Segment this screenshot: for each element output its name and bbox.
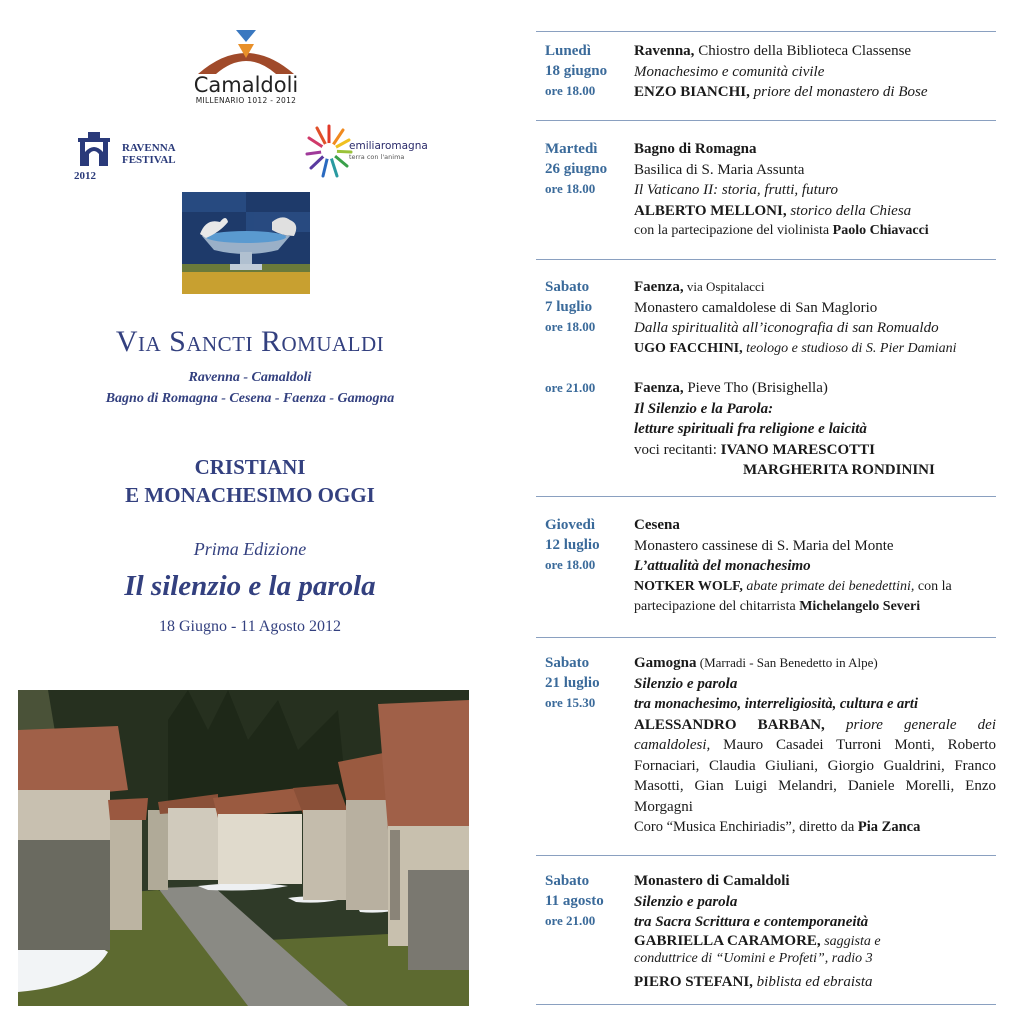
subtitle-cities-1: Ravenna - Camaldoli: [188, 370, 312, 385]
event-date: [545, 871, 630, 931]
event-place: Gamogna: [634, 655, 697, 671]
event-speaker-role: storico della Chiesa: [786, 202, 912, 219]
event-extra: con la partecipazione del violinista: [634, 223, 833, 238]
ravenna-line1: RAVENNA: [122, 142, 176, 154]
event-place: Ravenna,: [634, 43, 695, 59]
event-date: [545, 277, 630, 337]
event-speaker-role-2: conduttrice di “Uomini e Profeti”, radio 3: [634, 950, 873, 966]
theme-heading-line2: E MONACHESIMO OGGI: [125, 483, 375, 507]
divider: [536, 259, 996, 260]
event-theme-subtitle: tra monachesimo, interreligiosità, cultura e arti: [634, 696, 918, 712]
event-theme: L’attualità del monachesimo: [634, 558, 811, 574]
event-weekday: Sabato: [545, 279, 590, 295]
event-extra: partecipazione del chitarrista: [634, 599, 800, 614]
event-details: [634, 653, 996, 838]
event-venue: Chiostro della Biblioteca Classense: [694, 43, 912, 59]
emilia-name: emiliaromagna: [349, 140, 428, 152]
theme-heading: [0, 453, 500, 509]
arch-icon: [76, 132, 112, 168]
event-conductor: Pia Zanca: [857, 819, 921, 835]
event-venue: Pieve Tho (Brisighella): [683, 380, 828, 396]
event-speaker-suffix: con la: [914, 578, 952, 594]
event-address: via Ospitalacci: [683, 279, 765, 294]
main-title: Via Sancti Romualdi: [115, 325, 385, 358]
event-voice-1: IVANO MARESCOTTI: [720, 441, 875, 458]
event-theme: Dalla spiritualità all’iconografia di san Romualdo: [634, 320, 939, 336]
event-voices-label: voci recitanti:: [634, 441, 721, 458]
divider: [536, 120, 996, 121]
event-musician: Paolo Chiavacci: [832, 223, 929, 238]
event-speaker-role: priore del monastero di Bose: [749, 84, 928, 100]
event-speaker: ALBERTO MELLONI,: [634, 202, 787, 219]
camaldoli-name: Camaldoli: [193, 73, 299, 97]
event-speaker: GABRIELLA CARAMORE,: [634, 932, 821, 949]
event-date: [545, 515, 630, 575]
event-weekday: Sabato: [545, 873, 590, 889]
edition-label: Prima Edizione: [193, 539, 307, 559]
event-weekday: Giovedì: [545, 517, 596, 533]
event-speaker: ALESSANDRO BARBAN,: [634, 716, 825, 733]
event-time: ore 18.00: [545, 319, 596, 334]
series-title: Il silenzio e la parola: [124, 570, 376, 602]
event-speaker: UGO FACCHINI,: [634, 340, 743, 356]
event-speaker: NOTKER WOLF,: [634, 578, 743, 594]
event-day: 26 giugno: [545, 161, 608, 177]
event-day: 18 giugno: [545, 63, 608, 79]
monastery-village-photo: [18, 690, 469, 1006]
ravenna-year: 2012: [74, 170, 96, 182]
event-time: ore 18.00: [545, 83, 596, 98]
event-weekday: Lunedì: [545, 43, 591, 59]
event-weekday: Martedì: [545, 141, 598, 157]
event-speaker-role: priore generale dei camaldolesi,: [634, 716, 996, 753]
event-time: ore 21.00: [545, 913, 596, 928]
event-date: [545, 41, 630, 101]
event-time: ore 15.30: [545, 695, 596, 710]
divider: [536, 637, 996, 638]
event-details: [634, 277, 996, 359]
event-speaker-2-role: biblista ed ebraista: [752, 973, 873, 990]
event-theme-subtitle: tra Sacra Scrittura e contemporaneità: [634, 914, 869, 930]
event-time: ore 21.00: [545, 380, 596, 395]
event-theme: Il Vaticano II: storia, frutti, futuro: [634, 182, 839, 198]
event-address: (Marradi - San Benedetto in Alpe): [696, 655, 878, 670]
event-venue: Monastero cassinese di S. Maria del Monte: [634, 537, 894, 554]
event-date: [545, 378, 630, 398]
event-date: [545, 139, 630, 199]
event-speaker-role: abate primate dei benedettini,: [742, 578, 915, 594]
event-musician: Michelangelo Severi: [799, 599, 921, 614]
date-range: 18 Giugno - 11 Agosto 2012: [158, 618, 342, 635]
event-place: Bagno di Romagna: [634, 141, 757, 157]
event-weekday: Sabato: [545, 655, 590, 671]
theme-heading-line1: CRISTIANI: [194, 455, 306, 479]
divider: [536, 1004, 996, 1005]
event-details: [634, 515, 996, 618]
event-details: [634, 41, 996, 103]
event-participants: Mauro Casadei Turroni Monti, Roberto Fornaciari, Claudia Giuliani, Giorgio Gualdrini, Franco Masotti, Gian Luigi Melandri, Daniele Morelli, Enzo Morgagni: [634, 737, 996, 815]
emilia-tagline: terra con l'anima: [349, 153, 405, 161]
divider: [536, 31, 996, 32]
event-speaker-role: saggista e: [820, 933, 881, 949]
divider: [536, 496, 996, 497]
ravenna-festival-logo: [74, 130, 204, 186]
event-speaker: ENZO BIANCHI,: [634, 84, 750, 100]
event-theme-subtitle: letture spirituali fra religione e laicità: [634, 421, 867, 437]
events-program: [536, 0, 996, 1022]
event-theme: Silenzio e parola: [634, 893, 738, 910]
event-speaker-role: teologo e studioso di S. Pier Damiani: [742, 340, 957, 356]
event-details: [634, 378, 996, 481]
event-details: [634, 871, 996, 992]
event-theme: Monachesimo e comunità civile: [634, 63, 825, 80]
event-day: 21 luglio: [545, 675, 600, 691]
sunburst-icon: [305, 122, 353, 180]
ravenna-line2: FESTIVAL: [122, 154, 176, 166]
left-panel: [0, 0, 500, 1022]
event-theme: Il Silenzio e la Parola:: [634, 400, 774, 417]
divider: [536, 855, 996, 856]
camaldoli-logo: [186, 30, 306, 112]
event-place: Monastero di Camaldoli: [634, 873, 790, 889]
event-time: ore 18.00: [545, 557, 596, 572]
event-speaker-2: PIERO STEFANI,: [634, 973, 753, 990]
emiliaromagna-logo: [305, 122, 428, 180]
event-day: 7 luglio: [545, 299, 593, 315]
mosaic-doves-image: [182, 192, 310, 294]
event-details: [634, 139, 996, 242]
event-place: Faenza,: [634, 279, 684, 295]
event-extra: Coro “Musica Enchiriadis”, diretto da: [634, 819, 858, 835]
event-day: 12 luglio: [545, 537, 600, 553]
event-theme: Silenzio e parola: [634, 675, 738, 692]
camaldoli-emblem-icon: [190, 30, 302, 76]
event-venue: Basilica di S. Maria Assunta: [634, 161, 805, 178]
camaldoli-millenario: MILLENARIO 1012 - 2012: [195, 96, 297, 105]
event-place: Cesena: [634, 517, 680, 533]
event-place: Faenza,: [634, 380, 684, 396]
ravenna-festival-text: [122, 142, 176, 166]
subtitle-cities-2: Bagno di Romagna - Cesena - Faenza - Gamogna: [105, 391, 395, 406]
event-venue: Monastero camaldolese di San Maglorio: [634, 299, 878, 316]
event-voice-2: MARGHERITA RONDININI: [743, 462, 935, 478]
event-time: ore 18.00: [545, 181, 596, 196]
event-date: [545, 653, 630, 713]
event-day: 11 agosto: [545, 893, 604, 909]
